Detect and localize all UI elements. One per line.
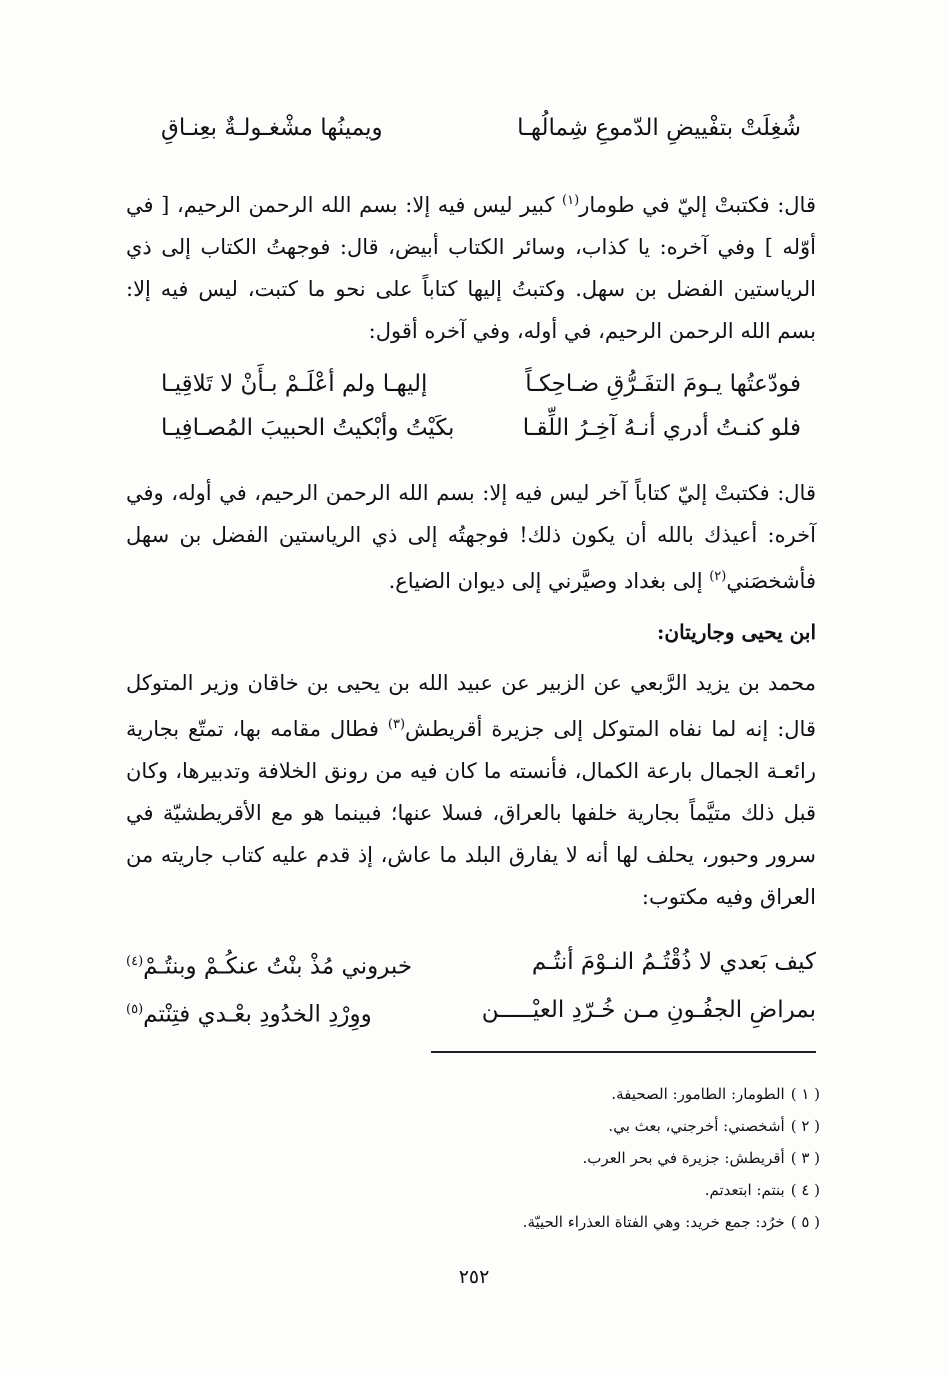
footnote: ( ١ )الطومار: الطامور: الصحيفة. <box>611 1085 820 1103</box>
footnote: ( ٥ )خرُد: جمع خريد: وهي الفتاة العذراء الحييّة. <box>522 1213 820 1231</box>
footnote-ref: (٣) <box>387 717 406 732</box>
footnote: ( ٤ )بنتم: ابتعدتم. <box>704 1181 820 1199</box>
verse-hemistich: شُغِلَتْ بتفْييضِ الدّموعِ شِمالُهـا <box>517 115 801 141</box>
verse-line <box>161 364 801 404</box>
paragraph: قال: فكتبتْ إليّ كتاباً آخر ليس فيه إلا: بسم الله الرحمن الرحيم، في أوله، وفي آخره: أعيذك بالله أن يكون ذلك! فوجهتُه إلى ذي الرياستين الفضل بن سهل فأشخصَني$^{(٢)}$ إلى بغداد وصيَّرني إلى ديوان الضياع. <box>126 481 816 593</box>
verse-line <box>161 408 801 448</box>
verse-line <box>126 990 816 1035</box>
verse-hemistich: فلو كنـتُ أدري أنـهُ آخِـرُ اللِّقـا <box>522 415 801 441</box>
paragraph: قال: فكتبتْ إليّ في طومار$^{(١)}$ كبير ليس فيه إلا: بسم الله الرحمن الرحيم، [ في أوّله ] وفي آخره: يا كذاب، وسائر الكتاب أبيض، قال: فوجهتُ الكتاب إلى ذي الرياستين الفضل بن سهل. وكتبتُ إليها كتاباً على نحو ما كتبت، ليس فيه إلا: بسم الله الرحمن الرحيم، في أوله، وفي آخره أقول: <box>126 193 816 343</box>
section-heading: ابن يحيى وجاريتان: <box>657 620 816 644</box>
verse-hemistich: ويمينُها مشْغـولـةٌ بعِنـاقِ <box>161 115 383 141</box>
verse-hemistich: بكَيْتُ وأبْكيتُ الحبيبَ المُصـافِيـا <box>161 415 455 441</box>
page-number: ٢٥٢ <box>458 1266 490 1288</box>
footnote-ref: (٢) <box>709 569 727 584</box>
footnote-ref: (١) <box>562 193 580 208</box>
verse-hemistich: إليهـا ولم أعْلَـمْ بـأَنْ لا تَلاقِيـا <box>161 371 428 397</box>
footnote-divider <box>431 1051 816 1053</box>
verse-hemistich: فودّعتُها يـومَ التفَـرُّقِ ضـاحِكـاً <box>525 371 801 397</box>
footnote-ref: (٥) <box>126 1002 144 1017</box>
verse-hemistich: بمراضِ الجفُـونِ مـن خُـرّدِ العيْـــــن <box>481 997 816 1023</box>
verse-line <box>126 942 816 987</box>
footnote: ( ٢ )أشخصني: أخرجني، بعث بي. <box>608 1117 820 1135</box>
paragraph: محمد بن يزيد الرَّبعي عن الزبير عن عبيد الله بن يحيى بن خاقان وزير المتوكل قال: إنه لما نفاه المتوكل إلى جزيرة أقريطش$^{(٣)}$ فطال مقامه بها، تمتّع بجارية رائعـة الجمال بارعة الكمال، فأنسته ما كان فيه من رونق الخلافة وتدبيرها، وكان قبل ذلك متيَّماً بجارية خلفها بالعراق، فسلا عنها؛ فبينما هو مع الأقريطشيّة في سرور وحبور، يحلف لها أنه لا يفارق البلد ما عاش، إذ قدم عليه كتاب جاريته من العراق وفيه مكتوب: <box>126 671 816 909</box>
footnotes <box>320 1078 820 1238</box>
verse-hemistich: خبروني مُذْ بنْتُ عنكُـمْ وبنتُـمْ$^{(٤)}$ <box>126 953 413 980</box>
verse-hemistich: ووِرْدِ الخدُودِ بعْـدي فتِنْتم$^{(٥)}$ <box>126 1001 372 1028</box>
footnote: ( ٣ )أقريطش: جزيرة في بحر العرب. <box>582 1149 820 1167</box>
verse-hemistich: كيف بَعدي لا ذُقْتُـمُ النـوْمَ أنتُـم <box>531 949 816 975</box>
footnote-ref: (٤) <box>126 954 144 969</box>
verse-top <box>161 108 801 148</box>
